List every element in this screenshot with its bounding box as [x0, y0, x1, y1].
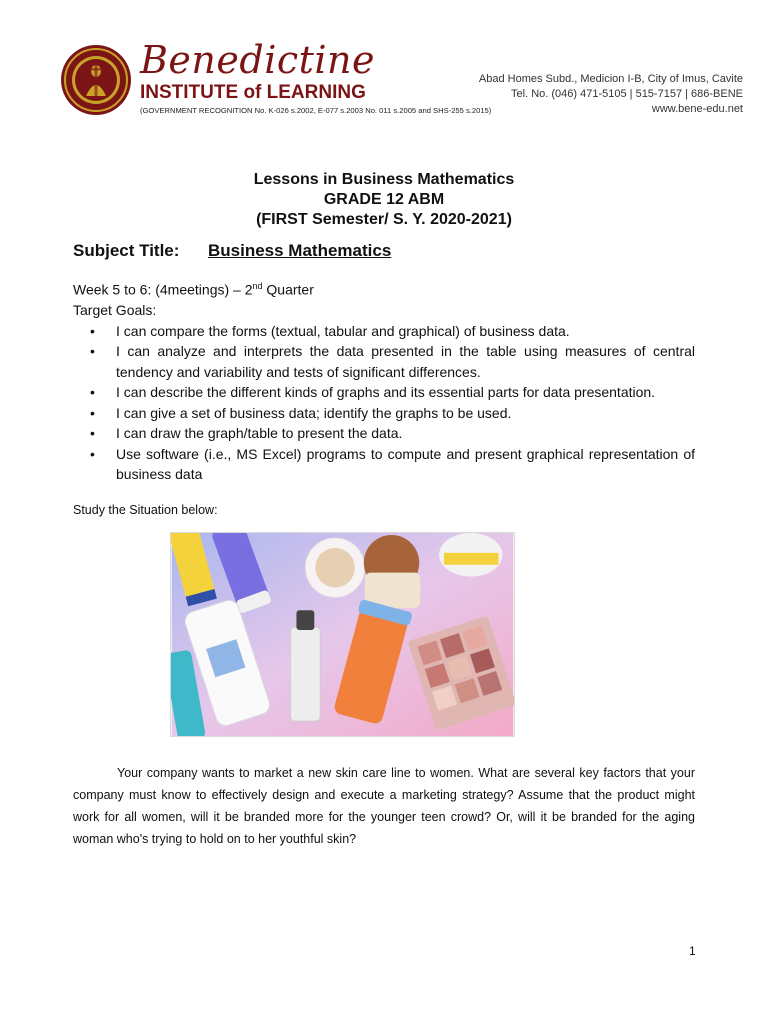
contact-block	[479, 72, 743, 117]
situation-paragraph: Your company wants to market a new skin care line to women. What are several key factors that your company must know to effectively design and execute a marketing strategy? Assume that the product might work for all women, will it be branded more for the younger teen crowd? Or, will it be branded for the aging woman who's trying to hold on to her youthful skin?	[73, 766, 695, 846]
goal-item: • Use software (i.e., MS Excel) programs to compute and present graphical representation of business data	[73, 444, 695, 485]
skincare-products-image	[170, 532, 515, 737]
grade-level: GRADE 12 ABM	[323, 191, 445, 208]
lesson-body	[73, 276, 695, 485]
goal-item: • I can describe the different kinds of graphs and its essential parts for data presentation.	[73, 382, 695, 403]
goal-item: • I can compare the forms (textual, tabular and graphical) of business data.	[73, 321, 695, 342]
study-heading: Study the Situation below:	[73, 503, 218, 517]
subject-title-value: Business Mathematics	[208, 241, 392, 260]
target-goals-heading: Target Goals:	[73, 302, 157, 319]
goal-item: • I can analyze and interprets the data presented in the table using measures of central tendency and variability and tests of significant differences.	[73, 341, 695, 382]
subject-title-row	[73, 241, 391, 261]
goal-item: • I can give a set of business data; identify the graphs to be used.	[73, 403, 695, 424]
school-telephone: Tel. No. (046) 471-5105 | 515-7157 | 686-BENE	[511, 88, 743, 100]
goal-item: • I can draw the graph/table to present the data.	[73, 423, 695, 444]
lesson-title: Lessons in Business Mathematics	[253, 171, 515, 188]
school-address: Abad Homes Subd., Medicion I-B, City of Imus, Cavite	[478, 73, 743, 85]
page-number: 1	[689, 944, 696, 958]
week-line: Week 5 to 6: (4meetings) – 2nd Quarter	[73, 281, 314, 298]
semester: (FIRST Semester/ S. Y. 2020-2021)	[256, 211, 512, 228]
school-name: Benedictine	[140, 38, 376, 82]
subject-title-label: Subject Title:	[73, 241, 180, 260]
school-website: www.bene-edu.net	[651, 103, 743, 115]
school-seal-icon	[60, 44, 132, 116]
target-goals-list	[73, 321, 695, 485]
government-recognition: (GOVERNMENT RECOGNITION No. K-026 s.2002, E-077 s.2003 No. 011 s.2005 and SHS-255 s.2015)	[140, 106, 492, 115]
school-subtitle: INSTITUTE of LEARNING	[140, 82, 366, 103]
lesson-titles	[0, 170, 768, 230]
